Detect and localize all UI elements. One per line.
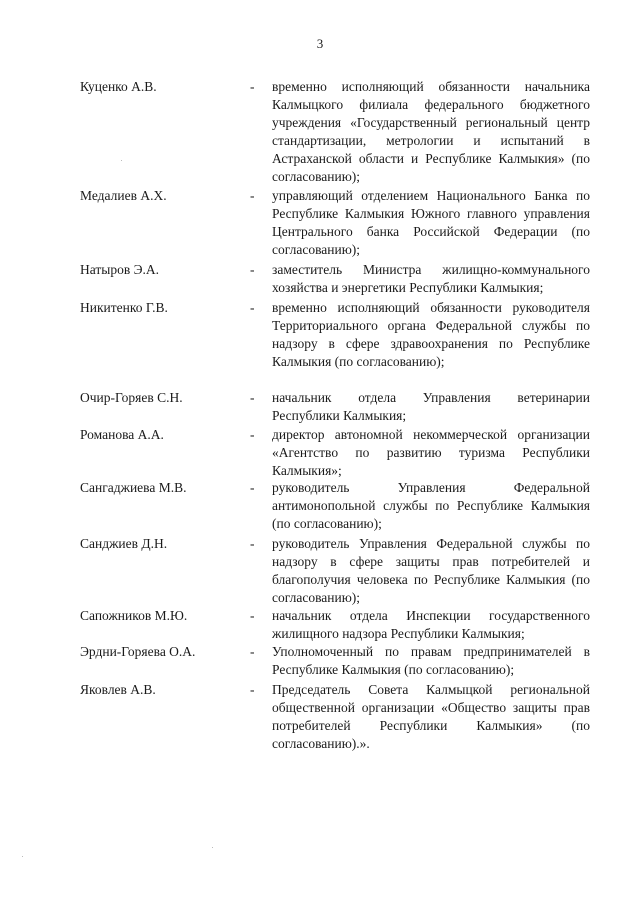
member-name: Медалиев А.Х.: [80, 188, 167, 203]
member-position: временно исполняющий обязанности начальника Калмыцкого филиала федерального бюджетного учреждения «Государственный региональный центр стандартизации, метрологии и испытаний в Астраханской области и Республике Калмыкия» (по согласованию);: [272, 79, 590, 184]
member-name: Куценко А.В.: [80, 79, 157, 94]
member-name: Никитенко Г.В.: [80, 300, 168, 315]
entry-dash: -: [250, 427, 255, 442]
entry-dash: -: [250, 644, 255, 659]
member-name: Санджиев Д.Н.: [80, 536, 168, 551]
member-position: руководитель Управления Федеральной службы по надзору в сфере защиты прав потребителей и благополучия человека по Республике Калмыкия (по согласованию);: [272, 536, 590, 605]
member-name: Сангаджиева М.В.: [80, 480, 187, 495]
member-name: Натыров Э.А.: [80, 262, 160, 277]
entry-dash: -: [250, 188, 255, 203]
member-name: Романова А.А.: [80, 427, 164, 442]
entry-dash: -: [250, 682, 255, 697]
member-name: Эрдни-Горяева О.А.: [80, 644, 196, 659]
entry-dash: -: [250, 390, 255, 405]
entry-dash: -: [250, 480, 255, 495]
entry-dash: -: [250, 608, 255, 623]
entry-dash: -: [250, 536, 255, 551]
member-position: начальник отдела Инспекции государственного жилищного надзора Республики Калмыкия;: [272, 608, 590, 641]
member-name: Очир-Горяев С.Н.: [80, 390, 183, 405]
member-position: начальник отдела Управления ветеринарии Республики Калмыкия;: [272, 390, 590, 423]
scan-speck: [121, 160, 122, 161]
member-position: временно исполняющий обязанности руководителя Территориального органа Федеральной службы по надзору в сфере здравоохранения по Республике Калмыкия (по согласованию);: [272, 300, 590, 369]
member-name: Яковлев А.В.: [80, 682, 156, 697]
page-number: 3: [316, 36, 324, 51]
entry-dash: -: [250, 300, 255, 315]
entry-dash: -: [250, 79, 255, 94]
member-position: Уполномоченный по правам предпринимателей в Республике Калмыкия (по согласованию);: [272, 644, 590, 677]
member-position: Председатель Совета Калмыцкой региональной общественной организации «Общество защиты прав потребителей Республики Калмыкия» (по согласованию).».: [272, 682, 590, 751]
scan-speck: [212, 847, 213, 848]
member-position: заместитель Министра жилищно-коммунального хозяйства и энергетики Республики Калмыкия;: [272, 262, 590, 295]
member-name: Сапожников М.Ю.: [80, 608, 188, 623]
entry-dash: -: [250, 262, 255, 277]
member-position: управляющий отделением Национального Банка по Республике Калмыкия Южного главного управления Центрального банка Российской Федерации (по согласованию);: [272, 188, 590, 257]
scan-speck: [22, 856, 23, 857]
member-position: директор автономной некоммерческой организации «Агентство по развитию туризма Республики Калмыкия»;: [272, 427, 590, 478]
member-position: руководитель Управления Федеральной антимонопольной службы по Республике Калмыкия (по согласованию);: [272, 480, 590, 531]
